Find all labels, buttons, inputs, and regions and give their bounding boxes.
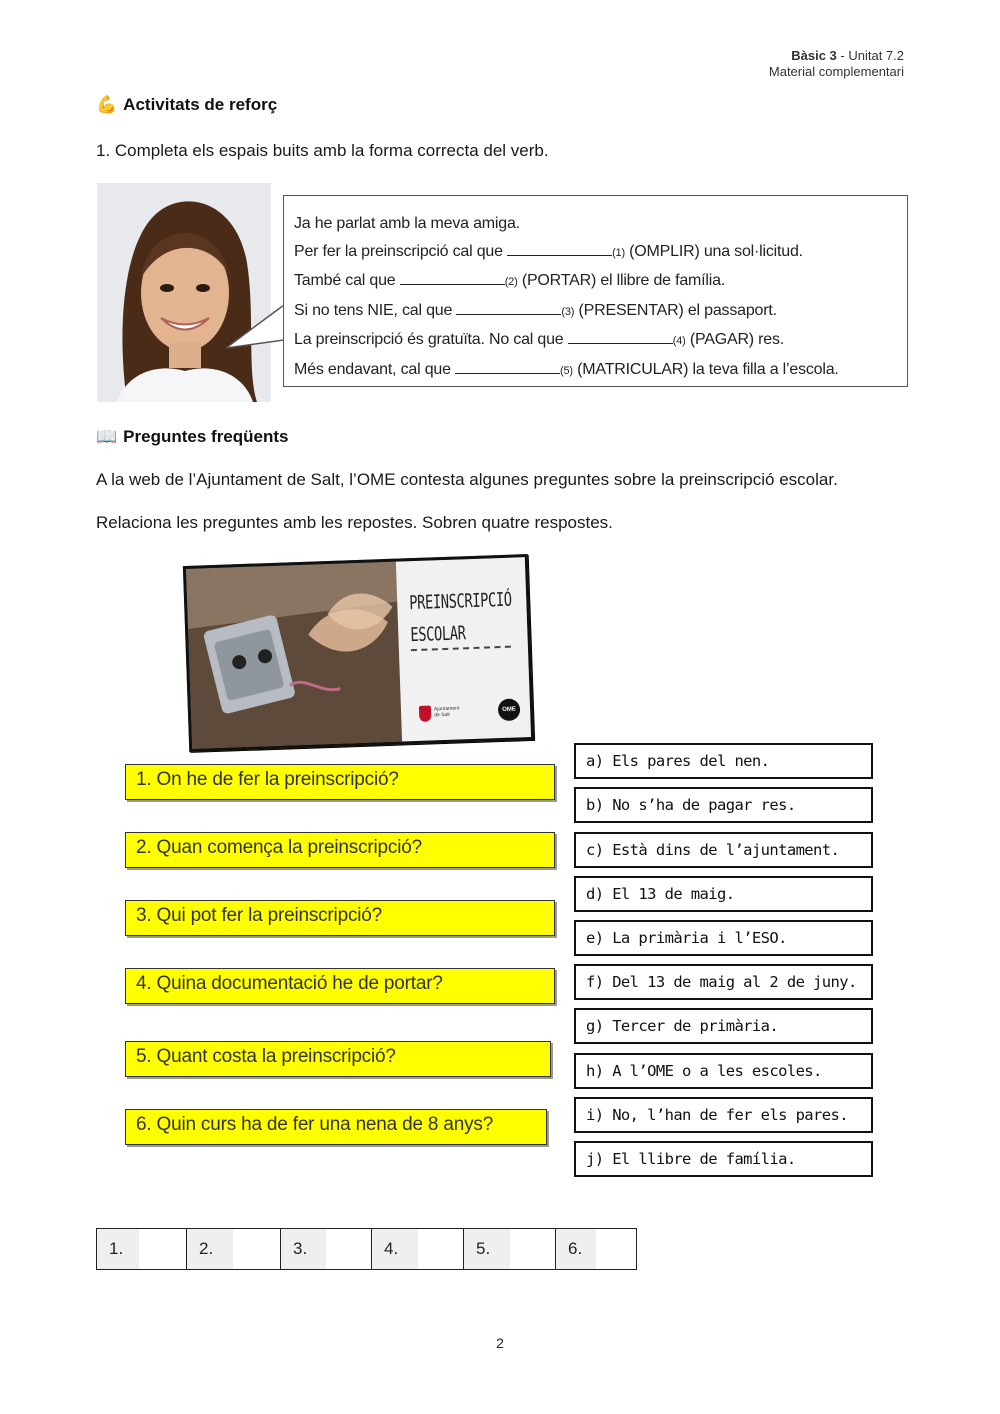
grid-label: 1. [97,1229,139,1269]
speech-line-4: La preinscripció és gratuïta. No cal que (4) (PAGAR) res. [294,326,907,356]
grid-answer-input[interactable] [233,1229,279,1269]
pencil-sharpener-photo [186,562,402,749]
grid-label: 2. [187,1229,233,1269]
speech-line-3: Si no tens NIE, cal que (3) (PRESENTAR) el passaport. [294,297,907,327]
answer-c[interactable]: c) Està dins de l’ajuntament. [574,832,873,868]
speech-line-5: Més endavant, cal que (5) (MATRICULAR) la teva filla a l’escola. [294,356,907,386]
answer-h[interactable]: h) A l’OME o a les escoles. [574,1053,873,1089]
answer-i[interactable]: i) No, l’han de fer els pares. [574,1097,873,1133]
question-6[interactable]: 6. Quin curs ha de fer una nena de 8 anys? [125,1109,547,1145]
grid-answer-input[interactable] [418,1229,462,1269]
page-number: 2 [496,1335,504,1351]
speech-tail-icon [226,300,286,370]
banner-title: PREINSCRIPCIÓ ESCOLAR [408,588,513,647]
material-label: Material complementari [768,64,904,79]
grid-cell-1 [97,1229,187,1269]
section-title-text: Activitats de reforç [123,95,278,114]
answer-grid [96,1228,637,1270]
flexed-biceps-icon: 💪 [96,95,118,114]
blank-1[interactable] [507,240,612,256]
section-title-text: Preguntes freqüents [123,427,289,446]
exercise-instruction: 1. Completa els espais buits amb la forma correcta del verb. [96,141,549,160]
speech-intro: Ja he parlat amb la meva amiga. [294,215,520,232]
page-header [769,48,904,80]
speech-line-1: Per fer la preinscripció cal que (1) (OMPLIR) una sol·licitud. [294,238,907,268]
speech-box [283,195,908,387]
question-1[interactable]: 1. On he de fer la preinscripció? [125,764,555,800]
grid-label: 3. [281,1229,326,1269]
question-5[interactable]: 5. Quant costa la preinscripció? [125,1041,551,1077]
answer-e[interactable]: e) La primària i l’ESO. [574,920,873,956]
course-level: Bàsic 3 [791,48,837,63]
answer-d[interactable]: d) El 13 de maig. [574,876,873,912]
open-book-icon: 📖 [96,427,118,446]
ome-logo-icon: OME [498,698,521,721]
grid-answer-input[interactable] [510,1229,554,1269]
answer-a[interactable]: a) Els pares del nen. [574,743,873,779]
banner-text-panel [396,557,534,742]
grid-answer-input[interactable] [139,1229,185,1269]
grid-cell-3 [281,1229,372,1269]
grid-cell-6 [556,1229,636,1269]
grid-cell-4 [372,1229,464,1269]
ajuntament-logo-icon [419,706,432,722]
section-title-faq [96,427,288,447]
section-title-activities [96,95,277,115]
grid-label: 4. [372,1229,418,1269]
blank-4[interactable] [568,328,673,344]
answer-j[interactable]: j) El llibre de família. [574,1141,873,1177]
ajuntament-logo-text: Ajuntament de Salt [433,705,460,719]
answer-f[interactable]: f) Del 13 de maig al 2 de juny. [574,964,873,1000]
question-4[interactable]: 4. Quina documentació he de portar? [125,968,555,1004]
blank-2[interactable] [400,269,505,285]
grid-label: 6. [556,1229,596,1269]
faq-instruction: Relaciona les preguntes amb les repostes. Sobren quatre respostes. [96,513,613,532]
blank-5[interactable] [455,358,560,374]
grid-cell-5 [464,1229,556,1269]
blank-3[interactable] [456,299,561,315]
answer-b[interactable]: b) No s’ha de pagar res. [574,787,873,823]
question-2[interactable]: 2. Quan comença la preinscripció? [125,832,555,868]
preinscription-banner [183,554,534,752]
speech-line-2: També cal que (2) (PORTAR) el llibre de família. [294,267,907,297]
grid-label: 5. [464,1229,510,1269]
grid-cell-2 [187,1229,281,1269]
grid-answer-input[interactable] [596,1229,636,1269]
question-3[interactable]: 3. Qui pot fer la preinscripció? [125,900,555,936]
unit-label: - Unitat 7.2 [836,48,904,63]
faq-intro: A la web de l’Ajuntament de Salt, l’OME contesta algunes preguntes sobre la preinscripció escolar. [96,470,838,489]
grid-answer-input[interactable] [326,1229,370,1269]
answer-g[interactable]: g) Tercer de primària. [574,1008,873,1044]
